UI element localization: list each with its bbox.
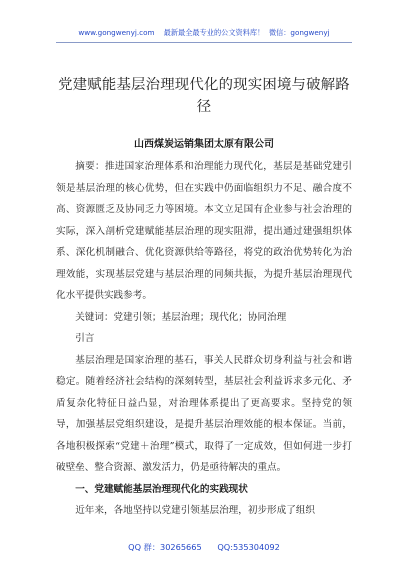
site-footer	[0, 541, 408, 553]
qq-number: QQ:535304092	[217, 542, 280, 552]
wechat-id: 微信：gongwenyj	[268, 28, 330, 37]
keywords-paragraph: 关键词：党建引领；基层治理；现代化；协同治理	[75, 311, 287, 323]
section-heading: 一、党建赋能基层治理现代化的实践现状	[75, 483, 248, 495]
header-divider	[56, 42, 352, 43]
site-header	[0, 28, 408, 38]
site-slogan: 最新最全最专业的公文资料库！	[163, 28, 265, 37]
site-url-link[interactable]: www.gongwenyj.com	[78, 28, 155, 37]
document-body	[56, 156, 352, 522]
author-organization: 山西煤炭运销集团太原有限公司	[134, 139, 274, 150]
qq-group-number: QQ 群：30265665	[128, 542, 202, 552]
intro-paragraph: 基层治理是国家治理的基石，事关人民群众切身利益与社会和谐稳定。随着经济社会结构的深刻转型，基层社会利益诉求多元化、矛盾复杂化特征日益凸显，对治理体系提出了更高要求。坚持党的领导，加强基层党组织建设，是提升基层治理效能的根本保证。当前，各地积极探索“党建＋治理”模式，取得了一定成效，但如何进一步打破壁垒、整合资源、激发活力，仍是亟待解决的重点。	[56, 354, 352, 473]
section-paragraph: 近年来，各地坚持以党建引领基层治理，初步形成了组织	[75, 505, 316, 516]
abstract-paragraph: 摘要：推进国家治理体系和治理能力现代化，基层是基础党建引领是基层治理的核心优势，但在实践中仍面临组织力不足、融合度不高、资源匮乏及协同乏力等困境。本文立足国有企业参与社会治理的实际，深入剖析党建赋能基层治理的现实阻滞，提出通过建强组织体系、深化机制融合、优化资源供给等路径，将党的政治优势转化为治理效能，实现基层党建与基层治理的同频共振，为提升基层治理现代化水平提供实践参考。	[56, 161, 352, 301]
intro-heading: 引言	[75, 333, 95, 344]
document-title: 党建赋能基层治理现代化的现实困境与破解路径	[58, 77, 350, 115]
